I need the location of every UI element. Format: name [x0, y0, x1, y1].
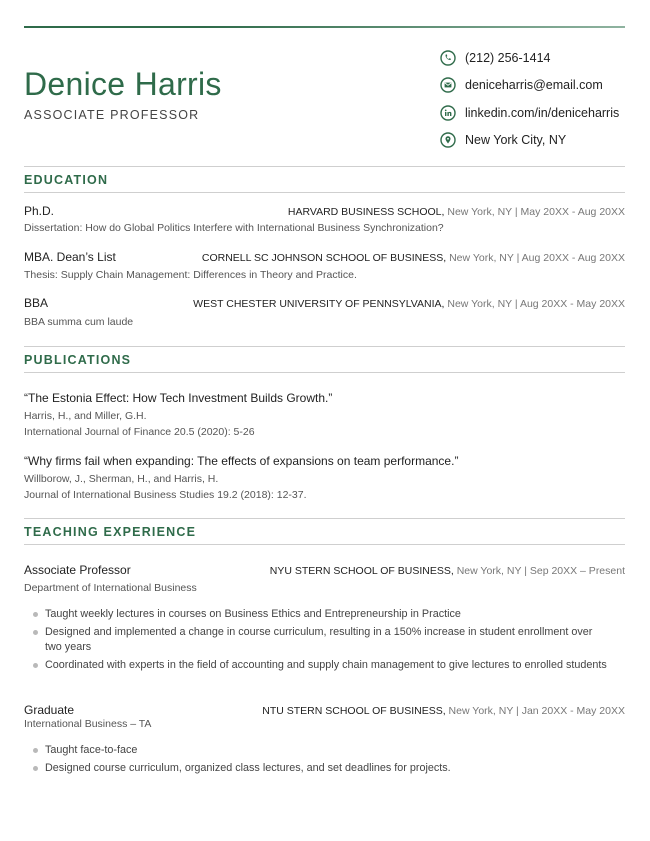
list-item [24, 743, 609, 758]
section-divider [24, 544, 625, 545]
school-line [262, 705, 625, 717]
publication-title: “The Estonia Effect: How Tech Investment Builds Growth.” [24, 391, 333, 405]
contact-phone-text: (212) 256-1414 [465, 50, 551, 65]
degree: Ph.D. [24, 204, 55, 218]
school-line [270, 565, 625, 577]
phone-icon [440, 50, 456, 66]
list-item [24, 761, 609, 776]
section-divider [24, 166, 625, 167]
education-note [24, 222, 444, 234]
publication-authors: Willborow, J., Sherman, H., and Harris, H. [24, 473, 219, 485]
school-detail: New York, NY | Sep 20XX – Present [453, 565, 625, 577]
publication-authors: Harris, H., and Miller, G.H. [24, 410, 147, 422]
publication-journal: International Journal of Finance 20.5 (2020): 5-26 [24, 426, 255, 438]
candidate-title: ASSOCIATE PROFESSOR [24, 108, 200, 122]
note-label: Thesis: [24, 269, 58, 281]
bullet-dot-icon [33, 748, 38, 753]
school-detail: New York, NY | Aug 20XX - May 20XX [444, 298, 625, 310]
responsibility-list [24, 607, 609, 676]
contact-phone[interactable] [440, 44, 640, 72]
contact-linkedin[interactable] [440, 99, 640, 127]
contact-location [440, 127, 640, 155]
education-note [24, 316, 133, 328]
education-item [24, 204, 625, 218]
contact-linkedin-text: linkedin.com/in/deniceharris [465, 105, 620, 120]
teaching-item [24, 563, 625, 577]
role: Graduate [24, 703, 75, 717]
section-divider [24, 372, 625, 373]
publication-title: “Why firms fail when expanding: The effects of expansions on team performance.” [24, 454, 459, 468]
responsibility-list [24, 743, 609, 779]
degree: MBA. Dean’s List [24, 250, 116, 264]
school-name: WEST CHESTER UNIVERSITY OF PENNSYLVANIA, [193, 298, 445, 310]
school-detail: New York, NY | Aug 20XX - Aug 20XX [446, 252, 625, 264]
degree: BBA [24, 296, 49, 310]
section-divider [24, 192, 625, 193]
department: International Business – TA [24, 718, 152, 730]
bullet-dot-icon [33, 612, 38, 617]
education-heading: EDUCATION [24, 173, 109, 187]
teaching-heading: TEACHING EXPERIENCE [24, 525, 197, 539]
bullet-text: Taught weekly lectures in courses on Business Ethics and Entrepreneurship in Practice [45, 608, 461, 620]
section-divider [24, 346, 625, 347]
school-name: NTU STERN SCHOOL OF BUSINESS, [262, 705, 446, 717]
school-line [288, 206, 625, 218]
school-detail: New York, NY | Jan 20XX - May 20XX [445, 705, 625, 717]
bullet-dot-icon [33, 766, 38, 771]
list-item [24, 658, 609, 673]
school-detail: New York, NY | May 20XX - Aug 20XX [444, 206, 625, 218]
school-name: HARVARD BUSINESS SCHOOL, [287, 206, 445, 218]
teaching-item [24, 703, 625, 717]
contact-email[interactable] [440, 72, 640, 100]
school-line [193, 298, 625, 310]
bullet-text: Designed course curriculum, organized class lectures, and set deadlines for projects. [45, 762, 451, 774]
contact-list [440, 44, 640, 154]
publications-heading: PUBLICATIONS [24, 353, 132, 367]
email-icon [440, 77, 456, 93]
note-label: Dissertation: [24, 222, 83, 234]
note-text: Supply Chain Management: Differences in Theory and Practice. [57, 269, 357, 281]
education-item [24, 250, 625, 264]
bullet-dot-icon [33, 630, 38, 635]
contact-location-text: New York City, NY [465, 133, 567, 148]
note-text: BBA summa cum laude [24, 316, 134, 328]
linkedin-icon [440, 105, 456, 121]
note-text: How do Global Politics Interfere with International Business Synchronization? [82, 222, 444, 234]
department: Department of International Business [24, 582, 197, 594]
section-divider [24, 518, 625, 519]
top-accent-rule [24, 26, 625, 28]
school-name: CORNELL SC JOHNSON SCHOOL OF BUSINESS, [201, 252, 447, 264]
bullet-text: Taught face-to-face [45, 744, 138, 756]
bullet-text: Coordinated with experts in the field of accounting and supply chain management to give lectures to enrolled students [45, 658, 607, 671]
education-note [24, 269, 357, 281]
candidate-name: Denice Harris [24, 66, 222, 102]
school-name: NYU STERN SCHOOL OF BUSINESS, [269, 565, 454, 577]
contact-email-text: deniceharris@email.com [465, 78, 603, 93]
role: Associate Professor [24, 563, 131, 577]
publication-journal: Journal of International Business Studies 19.2 (2018): 12-37. [24, 489, 307, 501]
school-line [202, 252, 625, 264]
bullet-dot-icon [33, 663, 38, 668]
list-item [24, 607, 609, 622]
education-item [24, 296, 625, 310]
location-pin-icon [440, 132, 456, 148]
list-item [24, 625, 609, 654]
bullet-text: Designed and implemented a change in course curriculum, resulting in a 150% increase in student enrollment over two years [45, 626, 593, 653]
